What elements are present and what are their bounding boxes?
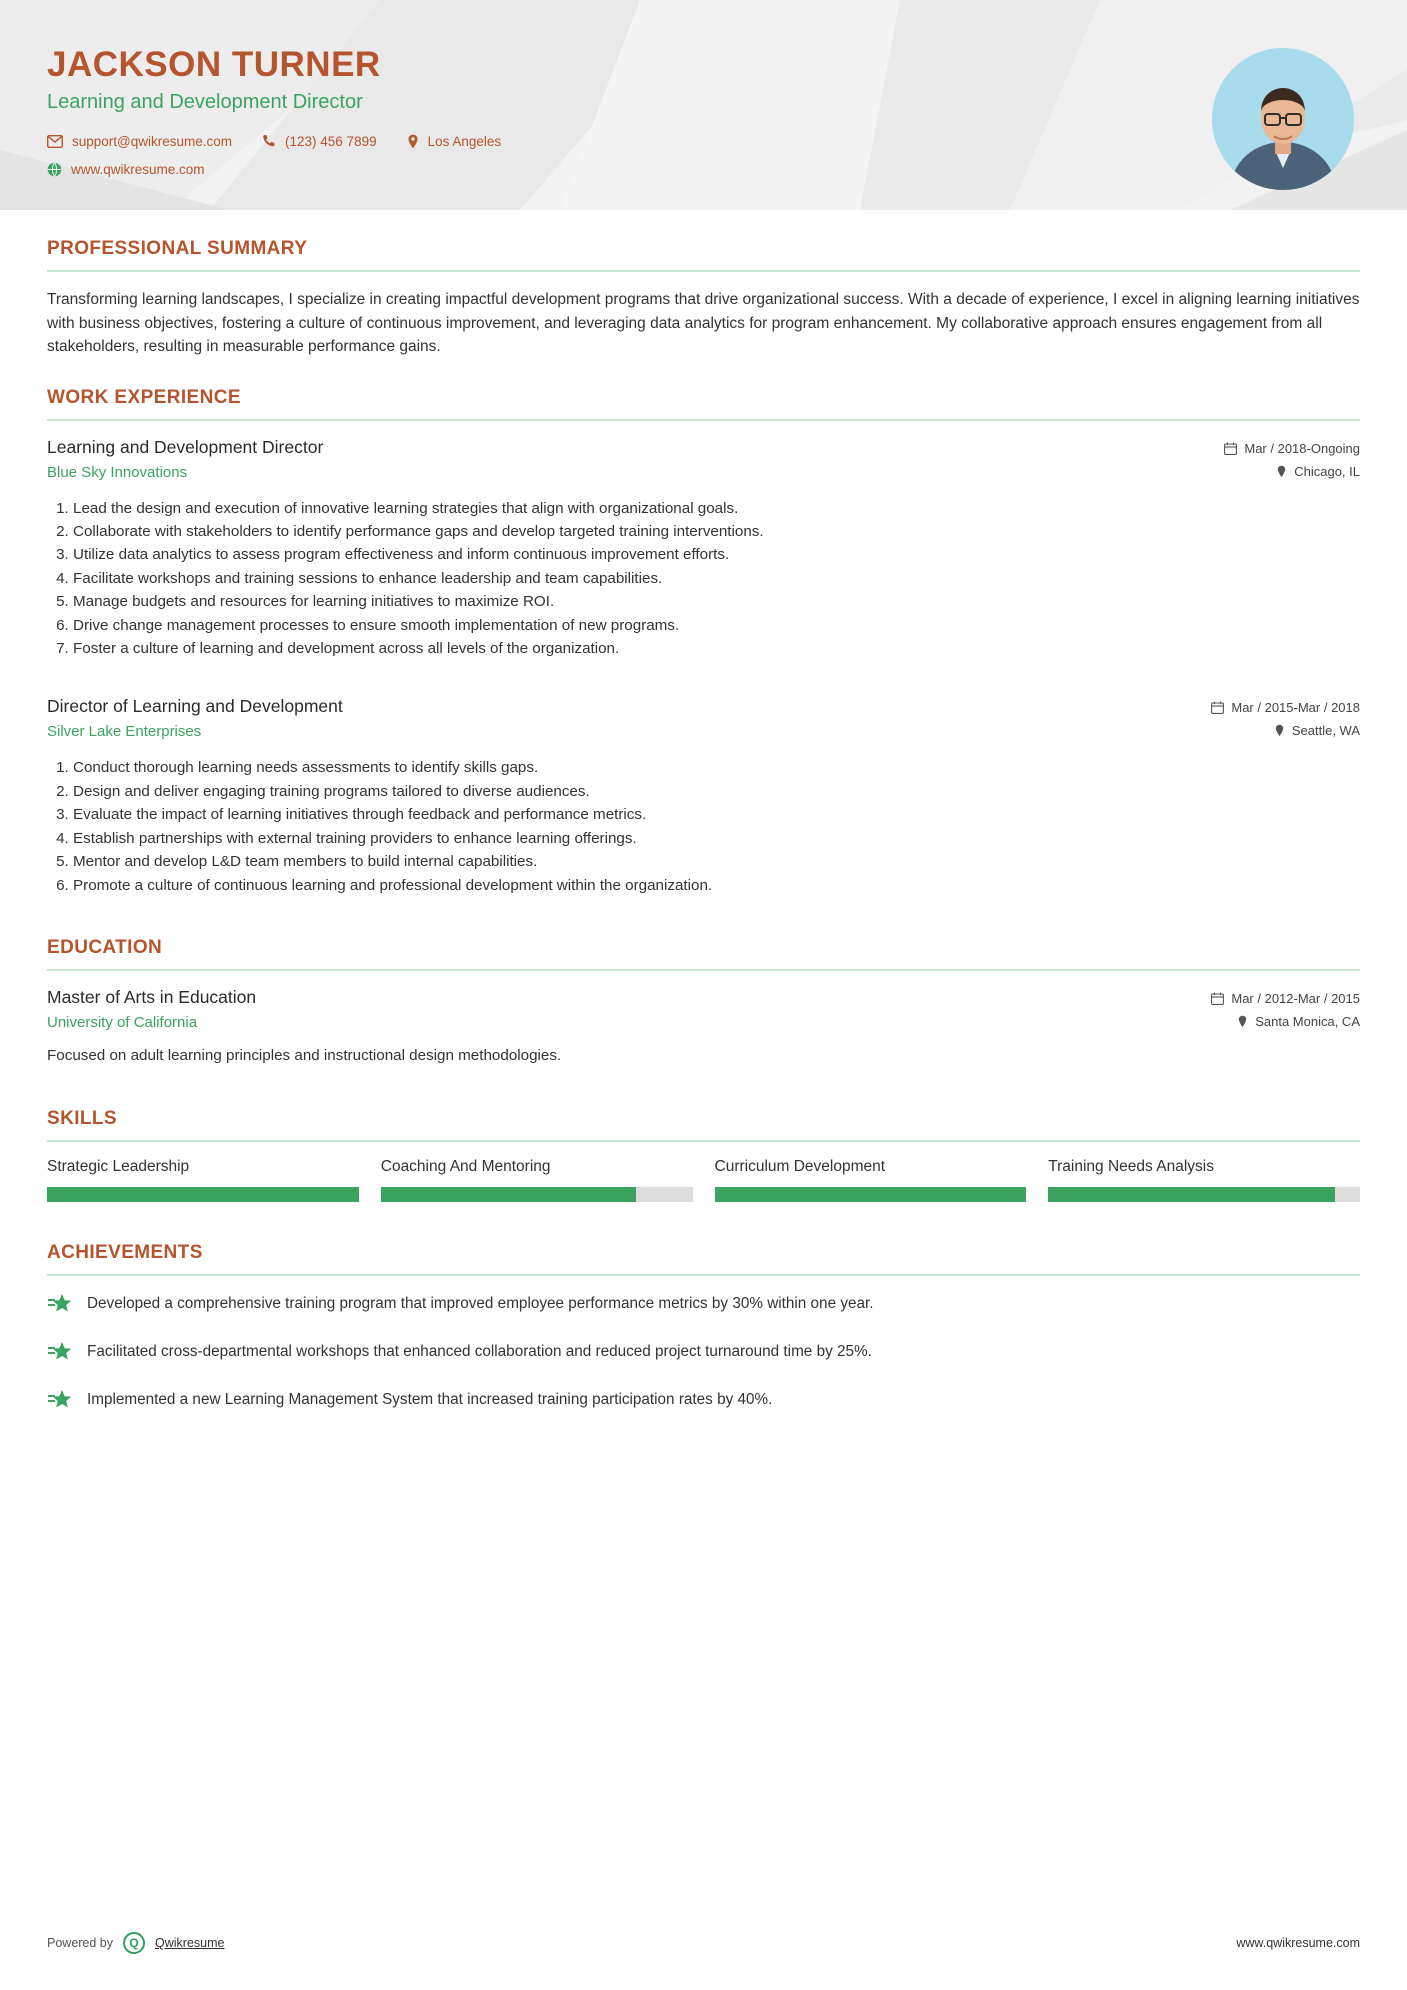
- section-title-education: EDUCATION: [47, 936, 163, 958]
- divider: [47, 419, 1360, 421]
- location-pin-icon: [1276, 465, 1287, 478]
- qwikresume-brand-link[interactable]: Qwikresume: [155, 1936, 225, 1950]
- skill-bar-fill: [381, 1187, 637, 1202]
- contact-email-text: support@qwikresume.com: [72, 133, 233, 149]
- education-school: University of California: [47, 1013, 198, 1031]
- list-item: 1. Conduct thorough learning needs assessments to identify skills gaps.: [73, 756, 1360, 779]
- phone-icon: [262, 134, 276, 148]
- list-item: 5. Mentor and develop L&D team members to build internal capabilities.: [73, 850, 1360, 873]
- list-item: 3. Evaluate the impact of learning initiatives through feedback and performance metrics.: [73, 803, 1360, 826]
- skill-bar-track: [381, 1187, 693, 1202]
- divider: [47, 969, 1360, 971]
- email-icon: [47, 135, 63, 148]
- star-badge-icon: [47, 1340, 73, 1367]
- list-item: 4. Establish partnerships with external training providers to enhance learning offerings.: [73, 827, 1360, 850]
- section-title-summary: PROFESSIONAL SUMMARY: [47, 238, 308, 259]
- experience-bullets: [47, 497, 1360, 661]
- skill-bar-track: [715, 1187, 1027, 1202]
- education-location: [1211, 1014, 1360, 1029]
- list-item: 2. Design and deliver engaging training programs tailored to diverse audiences.: [73, 780, 1360, 803]
- avatar-photo: [1212, 48, 1354, 190]
- experience-dates: [1211, 700, 1360, 715]
- experience-dates: [1224, 441, 1360, 456]
- skill-bar-fill: [47, 1187, 359, 1202]
- divider: [47, 1140, 1360, 1142]
- contact-website-text: www.qwikresume.com: [71, 161, 205, 177]
- page-footer: [0, 1932, 1407, 1954]
- skill-label: Strategic Leadership: [47, 1157, 190, 1175]
- contact-location-text: Los Angeles: [427, 133, 502, 149]
- experience-role: Director of Learning and Development: [47, 696, 343, 717]
- education-entry: [47, 987, 1360, 1068]
- section-work-experience: [47, 387, 1360, 897]
- skill-bar-track: [47, 1187, 359, 1202]
- contact-location: [407, 134, 502, 149]
- list-item: 3. Utilize data analytics to assess program effectiveness and inform continuous improvement efforts.: [73, 543, 1360, 566]
- contact-phone-text: (123) 456 7899: [285, 133, 377, 149]
- location-pin-icon: [407, 134, 419, 149]
- experience-entry: [47, 696, 1360, 896]
- education-degree: Master of Arts in Education: [47, 986, 257, 1007]
- skill-bar-fill: [1048, 1187, 1335, 1202]
- achievement-text: Developed a comprehensive training program that improved employee performance metrics by 30% within one year.: [87, 1294, 874, 1312]
- skill-item: [715, 1158, 1027, 1202]
- summary-text: Transforming learning landscapes, I specialize in creating impactful development programs that drive organizational success. With a decade of experience, I excel in aligning learning initiatives with business objectives, fostering a culture of continuous improvement, and leveraging data analytics for program enhancement. My collaborative approach ensures engagement from all stakeholders, resulting in measurable performance gains.: [47, 291, 1360, 356]
- skill-item: [47, 1158, 359, 1202]
- experience-bullets: [47, 756, 1360, 896]
- calendar-icon: [1211, 992, 1224, 1005]
- education-dates: [1211, 991, 1360, 1006]
- achievement-item: [47, 1340, 1360, 1367]
- experience-location-text: Seattle, WA: [1291, 723, 1360, 739]
- achievement-text: Facilitated cross-departmental workshops that enhanced collaboration and reduced project turnaround time by 25%.: [87, 1342, 872, 1360]
- experience-entry: [47, 437, 1360, 661]
- avatar: [1212, 48, 1354, 190]
- calendar-icon: [1224, 442, 1237, 455]
- section-achievements: [47, 1242, 1360, 1415]
- powered-by-block: [47, 1932, 224, 1954]
- skill-label: Training Needs Analysis: [1048, 1157, 1214, 1175]
- experience-location: [1211, 723, 1360, 738]
- section-title-achievements: ACHIEVEMENTS: [47, 1241, 203, 1263]
- resume-body: [0, 238, 1407, 1415]
- experience-location: [1224, 464, 1360, 479]
- section-title-skills: SKILLS: [47, 1107, 117, 1129]
- powered-by-label: Powered by: [47, 1936, 114, 1950]
- contact-website[interactable]: [47, 162, 205, 177]
- experience-dates-text: Mar / 2015-Mar / 2018: [1231, 700, 1360, 716]
- location-pin-icon: [1237, 1015, 1248, 1028]
- section-professional-summary: [47, 238, 1360, 359]
- list-item: 2. Collaborate with stakeholders to identify performance gaps and develop targeted training interventions.: [73, 520, 1360, 543]
- contact-row-primary: [47, 134, 1407, 149]
- divider: [47, 270, 1360, 272]
- resume-header: [0, 0, 1407, 210]
- candidate-name: JACKSON TURNER: [47, 45, 381, 84]
- experience-location-text: Chicago, IL: [1294, 463, 1360, 479]
- list-item: 6. Promote a culture of continuous learning and professional development within the organization.: [73, 874, 1360, 897]
- globe-icon: [47, 162, 62, 177]
- education-location-text: Santa Monica, CA: [1255, 1013, 1360, 1029]
- star-badge-icon: [47, 1292, 73, 1319]
- contact-phone[interactable]: [262, 134, 377, 149]
- education-dates-text: Mar / 2012-Mar / 2015: [1231, 990, 1360, 1006]
- qwikresume-logo-icon: Q: [123, 1932, 145, 1954]
- list-item: 7. Foster a culture of learning and development across all levels of the organization.: [73, 637, 1360, 660]
- star-badge-icon: [47, 1388, 73, 1415]
- section-education: [47, 937, 1360, 1068]
- skill-bar-track: [1048, 1187, 1360, 1202]
- experience-organization: Blue Sky Innovations: [47, 463, 188, 481]
- skill-bar-fill: [715, 1187, 1027, 1202]
- divider: [47, 1274, 1360, 1276]
- list-item: 6. Drive change management processes to ensure smooth implementation of new programs.: [73, 614, 1360, 637]
- candidate-title: Learning and Development Director: [47, 90, 363, 113]
- experience-dates-text: Mar / 2018-Ongoing: [1244, 440, 1360, 456]
- contact-email[interactable]: [47, 134, 232, 149]
- skill-item: [1048, 1158, 1360, 1202]
- contact-row-secondary: [47, 162, 1407, 177]
- skill-label: Coaching And Mentoring: [380, 1157, 551, 1175]
- achievement-text: Implemented a new Learning Management System that increased training participation rates by 40%.: [87, 1390, 773, 1408]
- skill-item: [381, 1158, 693, 1202]
- footer-website-url: www.qwikresume.com: [1236, 1936, 1360, 1950]
- calendar-icon: [1211, 701, 1224, 714]
- list-item: 5. Manage budgets and resources for learning initiatives to maximize ROI.: [73, 590, 1360, 613]
- section-skills: [47, 1108, 1360, 1202]
- skills-grid: [47, 1158, 1360, 1202]
- experience-role: Learning and Development Director: [47, 436, 324, 457]
- section-title-experience: WORK EXPERIENCE: [47, 386, 241, 408]
- achievement-item: [47, 1292, 1360, 1319]
- location-pin-icon: [1274, 724, 1285, 737]
- list-item: 4. Facilitate workshops and training sessions to enhance leadership and team capabilities.: [73, 567, 1360, 590]
- education-description: Focused on adult learning principles and instructional design methodologies.: [47, 1046, 562, 1064]
- achievement-item: [47, 1388, 1360, 1415]
- experience-organization: Silver Lake Enterprises: [47, 723, 202, 741]
- list-item: 1. Lead the design and execution of innovative learning strategies that align with organizational goals.: [73, 497, 1360, 520]
- skill-label: Curriculum Development: [714, 1157, 886, 1175]
